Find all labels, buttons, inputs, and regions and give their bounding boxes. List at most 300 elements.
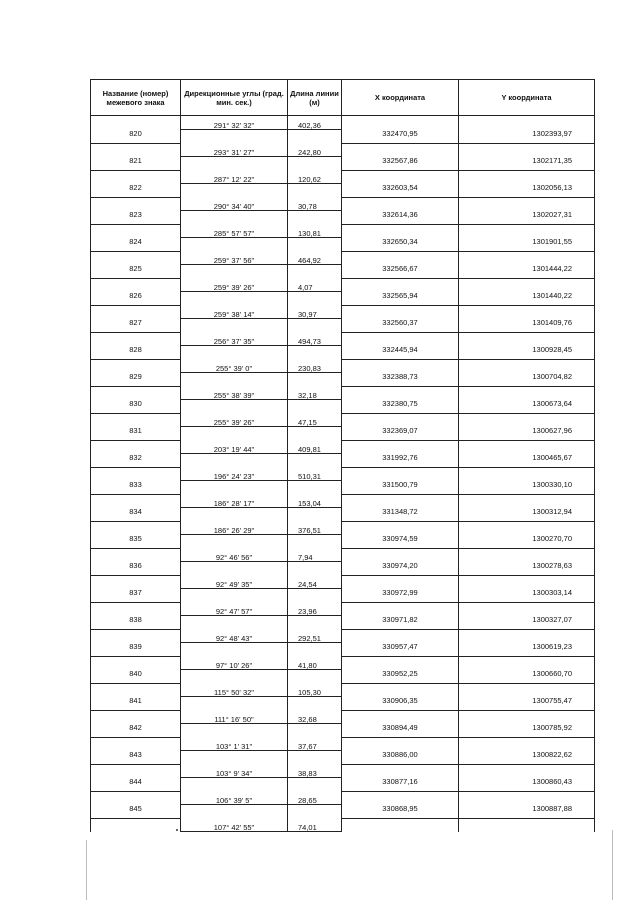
x-cell <box>342 818 459 832</box>
x-cell <box>342 170 459 184</box>
length-cell <box>288 130 342 144</box>
angle-cell <box>181 616 288 630</box>
table-row <box>91 562 595 576</box>
header-mark-name: Название (номер) межевого знака <box>91 80 181 116</box>
y-cell <box>459 764 595 778</box>
x-cell: 332565,94 <box>342 292 459 306</box>
x-cell <box>342 764 459 778</box>
table-body <box>91 116 595 832</box>
y-cell: 1300822,62 <box>459 751 595 765</box>
y-cell <box>459 413 595 427</box>
angle-cell <box>181 562 288 576</box>
angle-cell <box>181 373 288 387</box>
angle-cell <box>181 265 288 279</box>
mark-cell <box>91 791 181 805</box>
x-cell: 330972,99 <box>342 589 459 603</box>
mark-cell <box>91 656 181 670</box>
x-cell: 332388,73 <box>342 373 459 387</box>
y-cell: 1300785,92 <box>459 724 595 738</box>
table-row <box>91 602 595 616</box>
table-row <box>91 170 595 184</box>
x-cell: 332614,36 <box>342 211 459 225</box>
y-cell: 1300312,94 <box>459 508 595 522</box>
mark-cell <box>91 116 181 130</box>
length-cell: 30,97 <box>288 305 342 319</box>
length-cell: 7,94 <box>288 548 342 562</box>
table-row <box>91 791 595 805</box>
length-cell: 402,36 <box>288 116 342 130</box>
table-row <box>91 521 595 535</box>
length-cell: 23,96 <box>288 602 342 616</box>
table-row <box>91 346 595 360</box>
length-cell <box>288 319 342 333</box>
table-row <box>91 238 595 252</box>
angle-cell: 115° 50' 32" <box>181 683 288 697</box>
table-row <box>91 319 595 333</box>
y-cell: 1300860,43 <box>459 778 595 792</box>
x-cell: 330894,49 <box>342 724 459 738</box>
mark-cell <box>91 494 181 508</box>
y-cell <box>459 143 595 157</box>
length-cell <box>288 724 342 738</box>
table-row <box>91 805 595 819</box>
y-cell: 1302171,35 <box>459 157 595 171</box>
angle-cell <box>181 454 288 468</box>
mark-cell: 825 <box>91 265 181 279</box>
x-cell: 332567,86 <box>342 157 459 171</box>
angle-cell: 256° 37' 35" <box>181 332 288 346</box>
angle-cell <box>181 481 288 495</box>
y-cell <box>459 710 595 724</box>
y-cell: 1300627,96 <box>459 427 595 441</box>
angle-cell <box>181 508 288 522</box>
table-row <box>91 764 595 778</box>
y-cell <box>459 170 595 184</box>
table-row <box>91 427 595 441</box>
length-cell: 130,81 <box>288 224 342 238</box>
mark-cell <box>91 224 181 238</box>
x-cell <box>342 143 459 157</box>
angle-cell: 107° 42' 55" <box>181 818 288 832</box>
mark-cell: 829 <box>91 373 181 387</box>
table-row <box>91 724 595 738</box>
length-cell <box>288 400 342 414</box>
x-cell: 330971,82 <box>342 616 459 630</box>
length-cell <box>288 643 342 657</box>
angle-cell <box>181 751 288 765</box>
table-row <box>91 494 595 508</box>
x-cell: 330906,35 <box>342 697 459 711</box>
y-cell: 1300278,63 <box>459 562 595 576</box>
scan-artifact-dot <box>176 829 178 831</box>
y-cell <box>459 467 595 481</box>
length-cell <box>288 508 342 522</box>
x-cell <box>342 656 459 670</box>
x-cell <box>342 521 459 535</box>
x-cell: 330877,16 <box>342 778 459 792</box>
x-cell <box>342 629 459 643</box>
mark-cell <box>91 278 181 292</box>
y-cell <box>459 602 595 616</box>
length-cell <box>288 751 342 765</box>
y-cell <box>459 521 595 535</box>
y-cell: 1301444,22 <box>459 265 595 279</box>
mark-cell <box>91 305 181 319</box>
length-cell: 30,78 <box>288 197 342 211</box>
mark-cell <box>91 710 181 724</box>
x-cell <box>342 602 459 616</box>
angle-cell: 97° 10' 26" <box>181 656 288 670</box>
x-cell <box>342 710 459 724</box>
length-cell: 38,83 <box>288 764 342 778</box>
table-row <box>91 413 595 427</box>
mark-cell: 834 <box>91 508 181 522</box>
table-row <box>91 184 595 198</box>
header-x-coordinate: X координата <box>342 80 459 116</box>
mark-cell: 821 <box>91 157 181 171</box>
y-cell <box>459 305 595 319</box>
length-cell <box>288 184 342 198</box>
x-cell <box>342 467 459 481</box>
angle-cell: 103° 9' 34" <box>181 764 288 778</box>
boundary-coordinates-table <box>90 79 595 832</box>
length-cell: 230,83 <box>288 359 342 373</box>
length-cell: 32,18 <box>288 386 342 400</box>
angle-cell <box>181 427 288 441</box>
x-cell <box>342 251 459 265</box>
mark-cell: 831 <box>91 427 181 441</box>
mark-cell: 839 <box>91 643 181 657</box>
mark-cell <box>91 629 181 643</box>
angle-cell <box>181 130 288 144</box>
x-cell <box>342 116 459 130</box>
table-row <box>91 332 595 346</box>
angle-cell: 186° 26' 29" <box>181 521 288 535</box>
y-cell: 1300673,64 <box>459 400 595 414</box>
table-row <box>91 818 595 832</box>
length-cell <box>288 211 342 225</box>
angle-cell: 111° 16' 50" <box>181 710 288 724</box>
length-cell: 74,01 <box>288 818 342 832</box>
mark-cell: 823 <box>91 211 181 225</box>
header-direction-angle: Дирекционные углы (град. мин. сек.) <box>181 80 288 116</box>
y-cell <box>459 116 595 130</box>
y-cell <box>459 791 595 805</box>
length-cell: 32,68 <box>288 710 342 724</box>
length-cell <box>288 778 342 792</box>
y-cell <box>459 332 595 346</box>
x-cell: 330974,59 <box>342 535 459 549</box>
length-cell: 494,73 <box>288 332 342 346</box>
angle-cell <box>181 184 288 198</box>
x-cell <box>342 413 459 427</box>
angle-cell: 103° 1' 31" <box>181 737 288 751</box>
table-row <box>91 251 595 265</box>
table-row <box>91 305 595 319</box>
mark-cell <box>91 467 181 481</box>
y-cell: 1300704,82 <box>459 373 595 387</box>
table-row <box>91 292 595 306</box>
table-row <box>91 440 595 454</box>
y-cell: 1302056,13 <box>459 184 595 198</box>
y-cell: 1300660,70 <box>459 670 595 684</box>
mark-cell <box>91 251 181 265</box>
mark-cell <box>91 386 181 400</box>
length-cell: 28,65 <box>288 791 342 805</box>
length-cell <box>288 589 342 603</box>
length-cell <box>288 427 342 441</box>
mark-cell: 840 <box>91 670 181 684</box>
angle-cell: 92° 46' 56" <box>181 548 288 562</box>
table-row <box>91 224 595 238</box>
table-row <box>91 697 595 711</box>
mark-cell: 830 <box>91 400 181 414</box>
mark-cell: 837 <box>91 589 181 603</box>
table-row <box>91 359 595 373</box>
mark-cell <box>91 521 181 535</box>
scan-artifact-line <box>86 840 87 900</box>
mark-cell <box>91 575 181 589</box>
length-cell: 510,31 <box>288 467 342 481</box>
length-cell: 153,04 <box>288 494 342 508</box>
length-cell: 4,07 <box>288 278 342 292</box>
table-row <box>91 157 595 171</box>
angle-cell <box>181 346 288 360</box>
length-cell <box>288 616 342 630</box>
table-row <box>91 656 595 670</box>
angle-cell: 291° 32' 32" <box>181 116 288 130</box>
y-cell: 1300465,67 <box>459 454 595 468</box>
angle-cell <box>181 589 288 603</box>
angle-cell <box>181 697 288 711</box>
mark-cell: 841 <box>91 697 181 711</box>
length-cell <box>288 157 342 171</box>
table-row <box>91 373 595 387</box>
table-row <box>91 548 595 562</box>
angle-cell <box>181 670 288 684</box>
y-cell: 1300887,88 <box>459 805 595 819</box>
x-cell <box>342 548 459 562</box>
mark-cell: 843 <box>91 751 181 765</box>
angle-cell <box>181 319 288 333</box>
y-cell: 1300619,23 <box>459 643 595 657</box>
table-row <box>91 643 595 657</box>
mark-cell: 836 <box>91 562 181 576</box>
length-cell: 120,62 <box>288 170 342 184</box>
angle-cell <box>181 157 288 171</box>
table-row <box>91 616 595 630</box>
length-cell <box>288 562 342 576</box>
table-row <box>91 575 595 589</box>
angle-cell <box>181 778 288 792</box>
x-cell: 330957,47 <box>342 643 459 657</box>
angle-cell: 285° 57' 57" <box>181 224 288 238</box>
angle-cell: 255° 39' 26" <box>181 413 288 427</box>
mark-cell: 835 <box>91 535 181 549</box>
angle-cell <box>181 292 288 306</box>
mark-cell <box>91 359 181 373</box>
table-row <box>91 481 595 495</box>
header-line-length: Длина линии (м) <box>288 80 342 116</box>
y-cell <box>459 575 595 589</box>
x-cell <box>342 683 459 697</box>
y-cell <box>459 197 595 211</box>
table-row <box>91 508 595 522</box>
x-cell: 332380,75 <box>342 400 459 414</box>
y-cell <box>459 386 595 400</box>
angle-cell <box>181 400 288 414</box>
angle-cell: 92° 48' 43" <box>181 629 288 643</box>
length-cell: 376,51 <box>288 521 342 535</box>
angle-cell: 203° 19' 44" <box>181 440 288 454</box>
angle-cell: 290° 34' 40" <box>181 197 288 211</box>
y-cell: 1302027,31 <box>459 211 595 225</box>
mark-cell: 833 <box>91 481 181 495</box>
mark-cell: 824 <box>91 238 181 252</box>
length-cell: 464,92 <box>288 251 342 265</box>
x-cell <box>342 440 459 454</box>
angle-cell <box>181 805 288 819</box>
x-cell: 332560,37 <box>342 319 459 333</box>
y-cell <box>459 818 595 832</box>
table-row <box>91 278 595 292</box>
x-cell <box>342 737 459 751</box>
angle-cell <box>181 724 288 738</box>
y-cell <box>459 278 595 292</box>
table-header-row <box>91 80 595 116</box>
mark-cell: 822 <box>91 184 181 198</box>
y-cell: 1300330,10 <box>459 481 595 495</box>
y-cell: 1300270,70 <box>459 535 595 549</box>
y-cell <box>459 440 595 454</box>
angle-cell <box>181 238 288 252</box>
mark-cell: 842 <box>91 724 181 738</box>
x-cell: 331348,72 <box>342 508 459 522</box>
x-cell: 332470,95 <box>342 130 459 144</box>
length-cell <box>288 238 342 252</box>
x-cell <box>342 305 459 319</box>
table-row <box>91 197 595 211</box>
x-cell: 330886,00 <box>342 751 459 765</box>
length-cell <box>288 805 342 819</box>
y-cell <box>459 224 595 238</box>
length-cell <box>288 265 342 279</box>
angle-cell <box>181 535 288 549</box>
y-cell <box>459 656 595 670</box>
mark-cell <box>91 764 181 778</box>
x-cell <box>342 224 459 238</box>
x-cell: 330952,25 <box>342 670 459 684</box>
y-cell: 1301440,22 <box>459 292 595 306</box>
angle-cell: 255° 39' 0" <box>181 359 288 373</box>
mark-cell <box>91 170 181 184</box>
angle-cell: 293° 31' 27" <box>181 143 288 157</box>
table-row <box>91 629 595 643</box>
angle-cell <box>181 643 288 657</box>
x-cell: 331500,79 <box>342 481 459 495</box>
angle-cell: 186° 28' 17" <box>181 494 288 508</box>
length-cell <box>288 292 342 306</box>
table-row <box>91 116 595 130</box>
length-cell <box>288 670 342 684</box>
x-cell <box>342 332 459 346</box>
angle-cell: 106° 39' 5" <box>181 791 288 805</box>
table-row <box>91 751 595 765</box>
table-row <box>91 265 595 279</box>
mark-cell <box>91 413 181 427</box>
angle-cell: 259° 39' 26" <box>181 278 288 292</box>
y-cell <box>459 683 595 697</box>
length-cell: 409,81 <box>288 440 342 454</box>
length-cell <box>288 481 342 495</box>
x-cell <box>342 386 459 400</box>
length-cell <box>288 535 342 549</box>
table-row <box>91 400 595 414</box>
x-cell <box>342 791 459 805</box>
table-row <box>91 589 595 603</box>
mark-cell <box>91 818 181 832</box>
mark-cell: 826 <box>91 292 181 306</box>
table-row <box>91 386 595 400</box>
table-row <box>91 130 595 144</box>
scan-artifact-line <box>612 830 613 900</box>
mark-cell <box>91 683 181 697</box>
length-cell <box>288 697 342 711</box>
y-cell <box>459 359 595 373</box>
mark-cell: 845 <box>91 805 181 819</box>
length-cell: 242,80 <box>288 143 342 157</box>
angle-cell: 255° 38' 39" <box>181 386 288 400</box>
mark-cell <box>91 548 181 562</box>
mark-cell: 820 <box>91 130 181 144</box>
y-cell: 1300327,07 <box>459 616 595 630</box>
y-cell: 1302393,97 <box>459 130 595 144</box>
length-cell: 105,30 <box>288 683 342 697</box>
table-row <box>91 670 595 684</box>
table-row <box>91 535 595 549</box>
table-row <box>91 683 595 697</box>
mark-cell <box>91 197 181 211</box>
length-cell: 47,15 <box>288 413 342 427</box>
mark-cell <box>91 737 181 751</box>
x-cell: 332445,94 <box>342 346 459 360</box>
y-cell: 1301409,76 <box>459 319 595 333</box>
mark-cell <box>91 602 181 616</box>
mark-cell: 827 <box>91 319 181 333</box>
x-cell <box>342 278 459 292</box>
y-cell: 1300928,45 <box>459 346 595 360</box>
x-cell <box>342 359 459 373</box>
angle-cell: 259° 37' 56" <box>181 251 288 265</box>
mark-cell <box>91 440 181 454</box>
length-cell: 41,80 <box>288 656 342 670</box>
table-row <box>91 467 595 481</box>
y-cell: 1300303,14 <box>459 589 595 603</box>
header-y-coordinate: Y координата <box>459 80 595 116</box>
x-cell: 332650,34 <box>342 238 459 252</box>
length-cell <box>288 454 342 468</box>
x-cell: 332603,54 <box>342 184 459 198</box>
x-cell <box>342 575 459 589</box>
y-cell <box>459 737 595 751</box>
mark-cell: 838 <box>91 616 181 630</box>
mark-cell: 844 <box>91 778 181 792</box>
table-row <box>91 143 595 157</box>
angle-cell: 196° 24' 23" <box>181 467 288 481</box>
mark-cell: 828 <box>91 346 181 360</box>
length-cell <box>288 373 342 387</box>
x-cell <box>342 197 459 211</box>
